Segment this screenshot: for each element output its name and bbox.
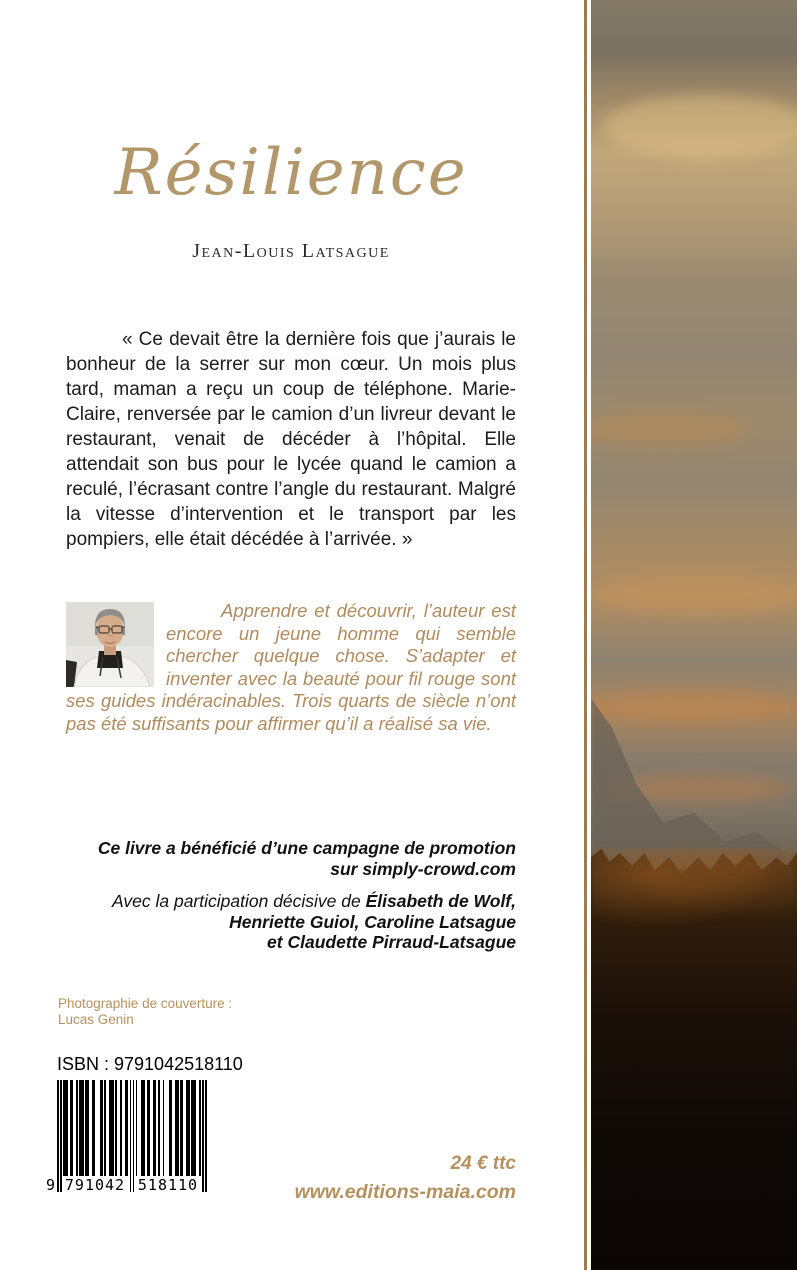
promotion-line-2: sur simply-crowd.com: [330, 858, 516, 879]
author-bio-section: [66, 600, 516, 735]
barcode-digit-group-2: 791042: [62, 1176, 128, 1194]
publisher-website: www.editions-maia.com: [294, 1181, 516, 1203]
back-cover-quote: « Ce devait être la dernière fois que j’aurais le bonheur de la serrer sur mon cœur. Un mois plus tard, maman a reçu un coup de téléphone. Marie-Claire, renversée par le camion d’un livreur devant le restaurant, venait de décéder à l’hôpital. Elle attendait son bus pour le lycée quand le camion a reculé, l’écrasant contre l’angle du restaurant. Malgré la vitesse d’intervention et le transport par les pompiers, elle était décédée à l’arrivée. »: [66, 329, 516, 550]
photo-credit: [58, 996, 508, 1027]
photo-credit-name: Lucas Genin: [58, 1011, 134, 1027]
golden-cloud-band: [603, 95, 797, 159]
author-photo: [66, 602, 154, 687]
price: 24 € ttc: [450, 1153, 516, 1174]
barcode-digit-group-1: 9: [46, 1176, 56, 1194]
terrain-sunset-glow: [591, 848, 797, 937]
barcode-digit-group-3: 518110: [134, 1176, 202, 1194]
participation-note: [66, 891, 516, 953]
author-bio-text: Apprendre et découvrir, l’auteur est encore un jeune homme qui semble chercher quelque chose. S’adapter et inventer avec la beauté pour fil rouge sont ses guides indéracinables. Trois quarts de siècle n’ont pas été suffisants pour affirmer qu’il a réalisé sa vie.: [66, 600, 516, 734]
spine-divider-line: [584, 0, 587, 1270]
participation-line-2: [66, 912, 516, 933]
participation-name-3: et Claudette Pirraud-Latsague: [267, 932, 516, 952]
cloud-streak: [591, 413, 750, 446]
promotion-line-1: Ce livre a bénéficié d’une campagne de promotion: [97, 838, 516, 858]
author-name: Jean-Louis Latsague: [192, 240, 390, 262]
participation-name-1: Élisabeth de Wolf,: [365, 891, 516, 911]
promotion-note: [66, 838, 516, 879]
cover-photo-strip: [591, 0, 797, 1270]
cloud-streak: [595, 574, 797, 615]
isbn-barcode: [48, 1080, 218, 1194]
cloud-streak: [591, 690, 797, 723]
participation-line-3: [66, 932, 516, 953]
participation-line-1: [66, 891, 516, 912]
book-title: Résilience: [114, 136, 468, 210]
photo-credit-label: Photographie de couverture :: [58, 996, 233, 1011]
isbn-label: ISBN : 9791042518110: [57, 1054, 243, 1074]
author-portrait-illustration: [66, 602, 154, 687]
participation-name-2: Henriette Guiol, Caroline Latsague: [229, 911, 516, 932]
participation-prefix: Avec la participation décisive de: [112, 891, 366, 911]
